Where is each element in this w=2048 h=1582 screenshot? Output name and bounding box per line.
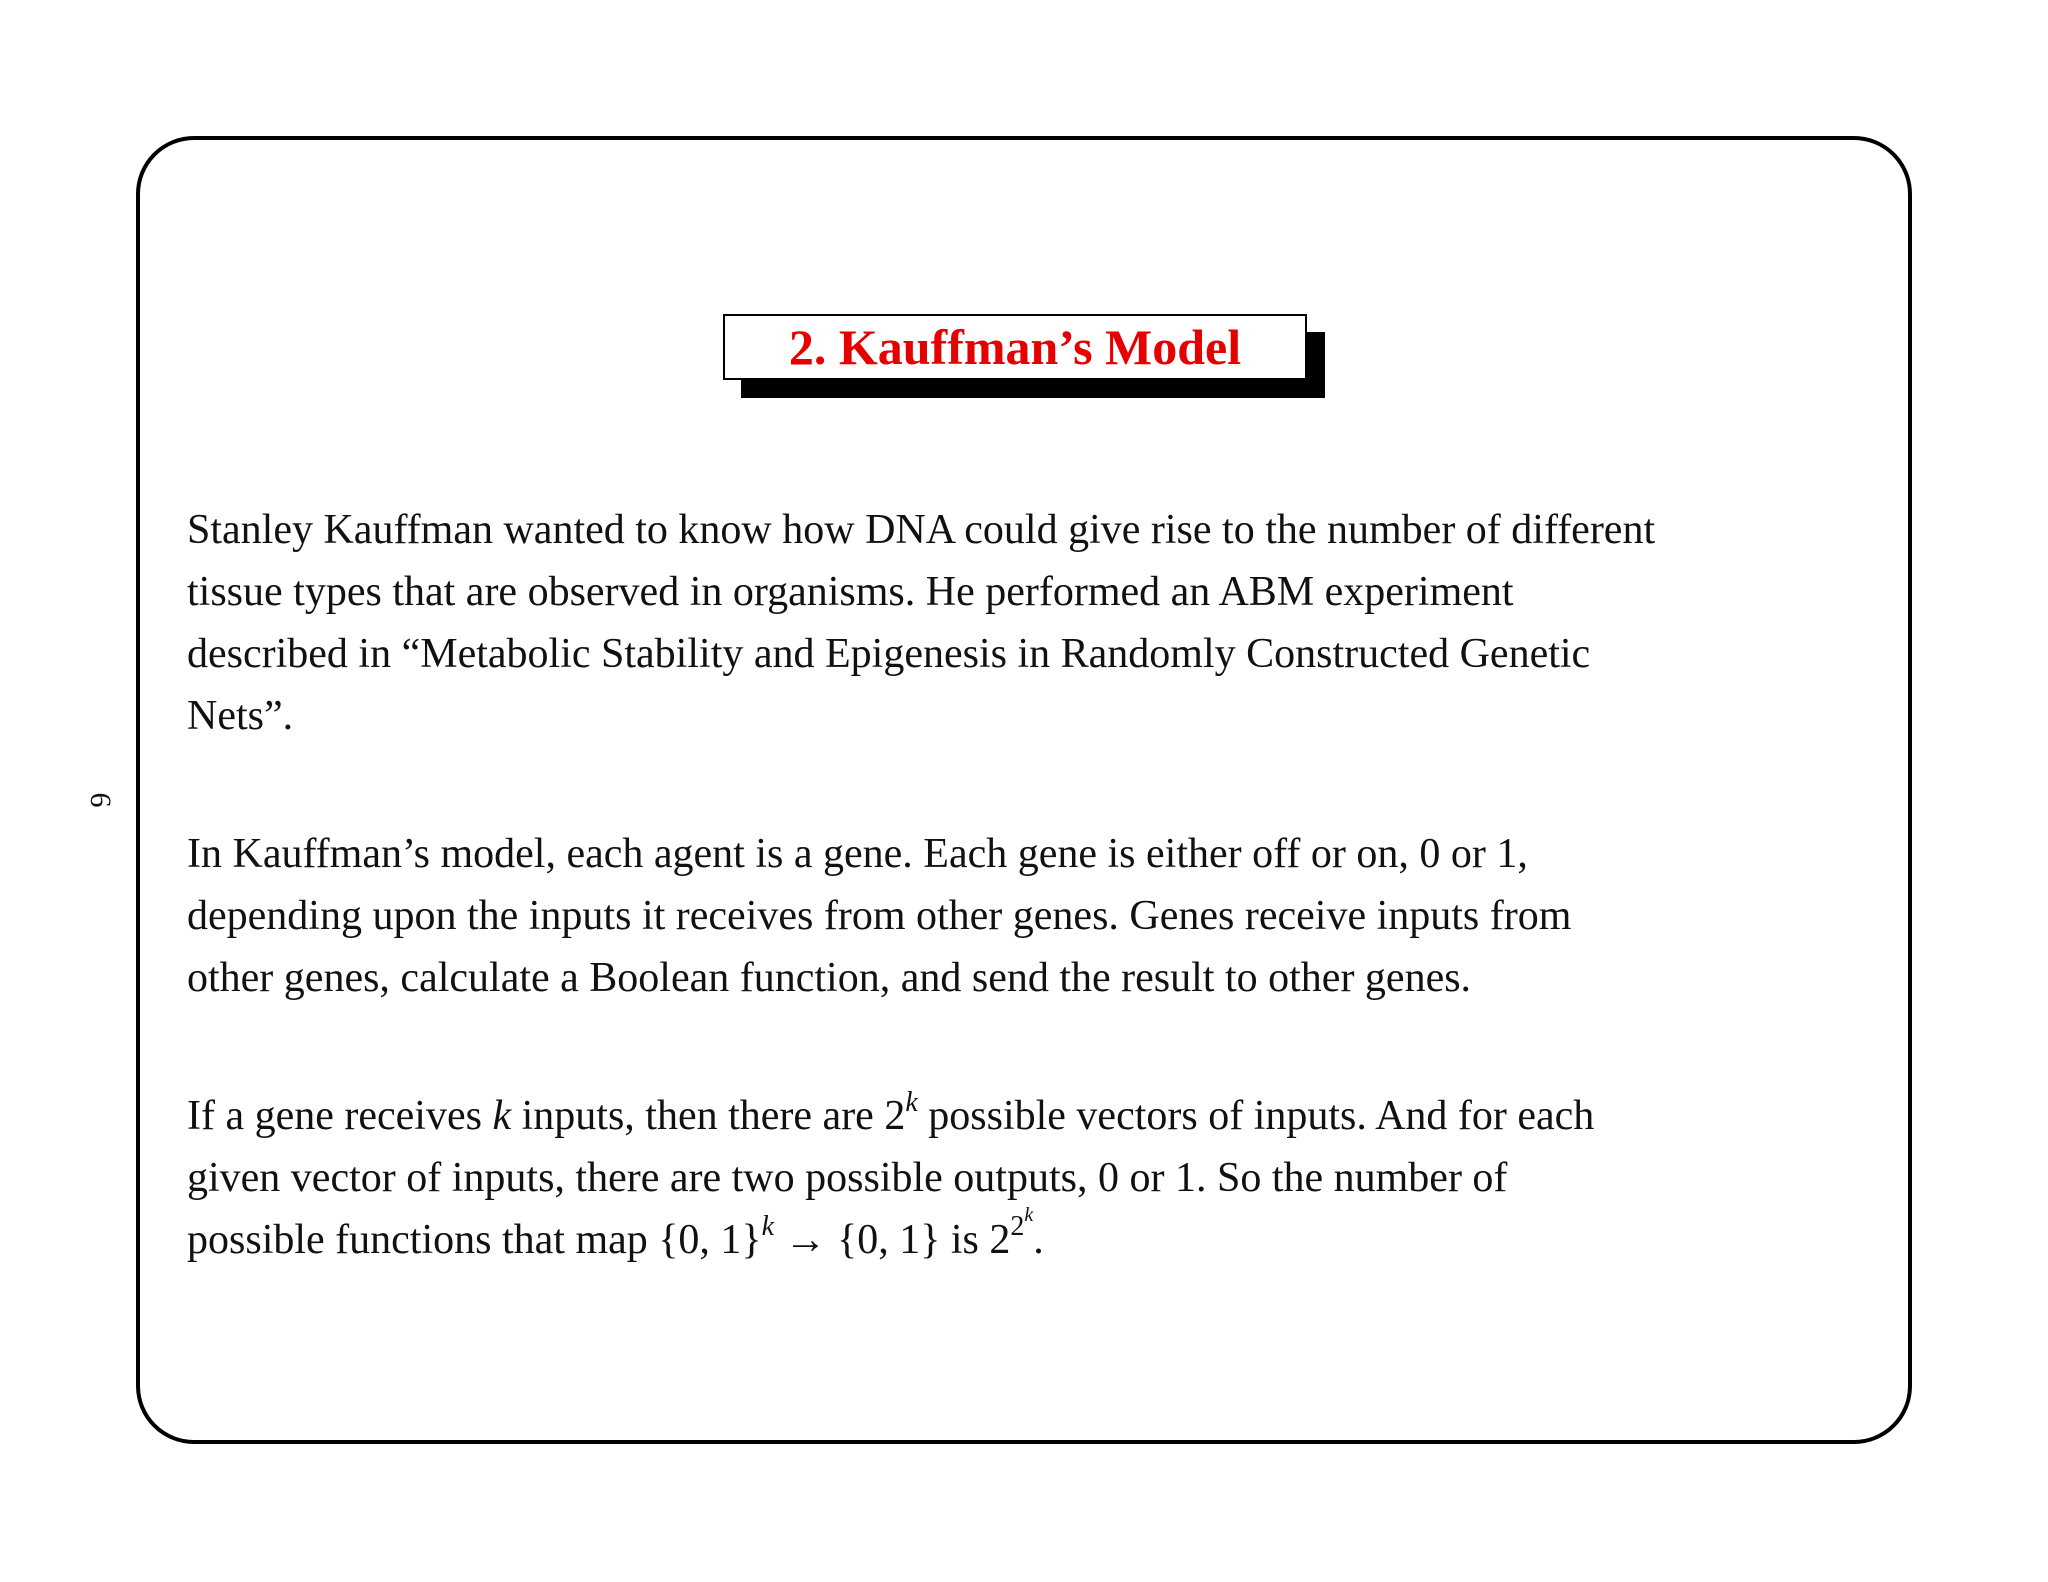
exponent-base: 2 — [1010, 1211, 1025, 1242]
slide-title: 2. Kauffman’s Model — [788, 319, 1242, 375]
text-fragment: inputs, then there are 2 — [511, 1093, 906, 1139]
paragraph-model — [187, 823, 1887, 1009]
text-line: given vector of inputs, there are two possible outputs, 0 or 1. So the number of — [187, 1155, 1508, 1201]
exponent-k-nested: k — [1024, 1204, 1034, 1226]
page-number: 6 — [84, 792, 117, 808]
text-fragment: → {0, 1} is 2 — [774, 1217, 1011, 1263]
title-frame — [723, 314, 1307, 380]
text-fragment: If a gene receives — [187, 1093, 493, 1139]
text-line — [187, 1204, 1887, 1271]
text-line: depending upon the inputs it receives from other genes. Genes receive inputs from — [187, 893, 1572, 939]
exponent-2 — [1010, 1204, 1034, 1242]
text-line: In Kauffman’s model, each agent is a gene. Each gene is either off or on, 0 or 1, — [187, 831, 1528, 877]
paragraph-functions — [187, 1085, 1887, 1271]
exponent-k: k — [761, 1211, 775, 1242]
paragraph-intro — [187, 499, 1887, 747]
exponent-k: k — [905, 1087, 918, 1118]
text-line: other genes, calculate a Boolean function, and send the result to other genes. — [187, 955, 1472, 1001]
text-fragment: possible functions that map {0, 1} — [187, 1217, 762, 1263]
text-fragment: possible vectors of inputs. And for each — [917, 1093, 1595, 1139]
math-variable-k: k — [492, 1093, 512, 1139]
text-line: described in “Metabolic Stability and Epigenesis in Randomly Constructed Genetic — [187, 631, 1591, 677]
slide-title-box — [723, 314, 1307, 398]
text-line — [187, 1085, 1887, 1147]
text-fragment: . — [1033, 1217, 1044, 1263]
text-line: tissue types that are observed in organisms. He performed an ABM experiment — [187, 569, 1514, 615]
text-line: Nets”. — [187, 693, 294, 739]
text-line: Stanley Kauffman wanted to know how DNA could give rise to the number of different — [187, 507, 1656, 553]
